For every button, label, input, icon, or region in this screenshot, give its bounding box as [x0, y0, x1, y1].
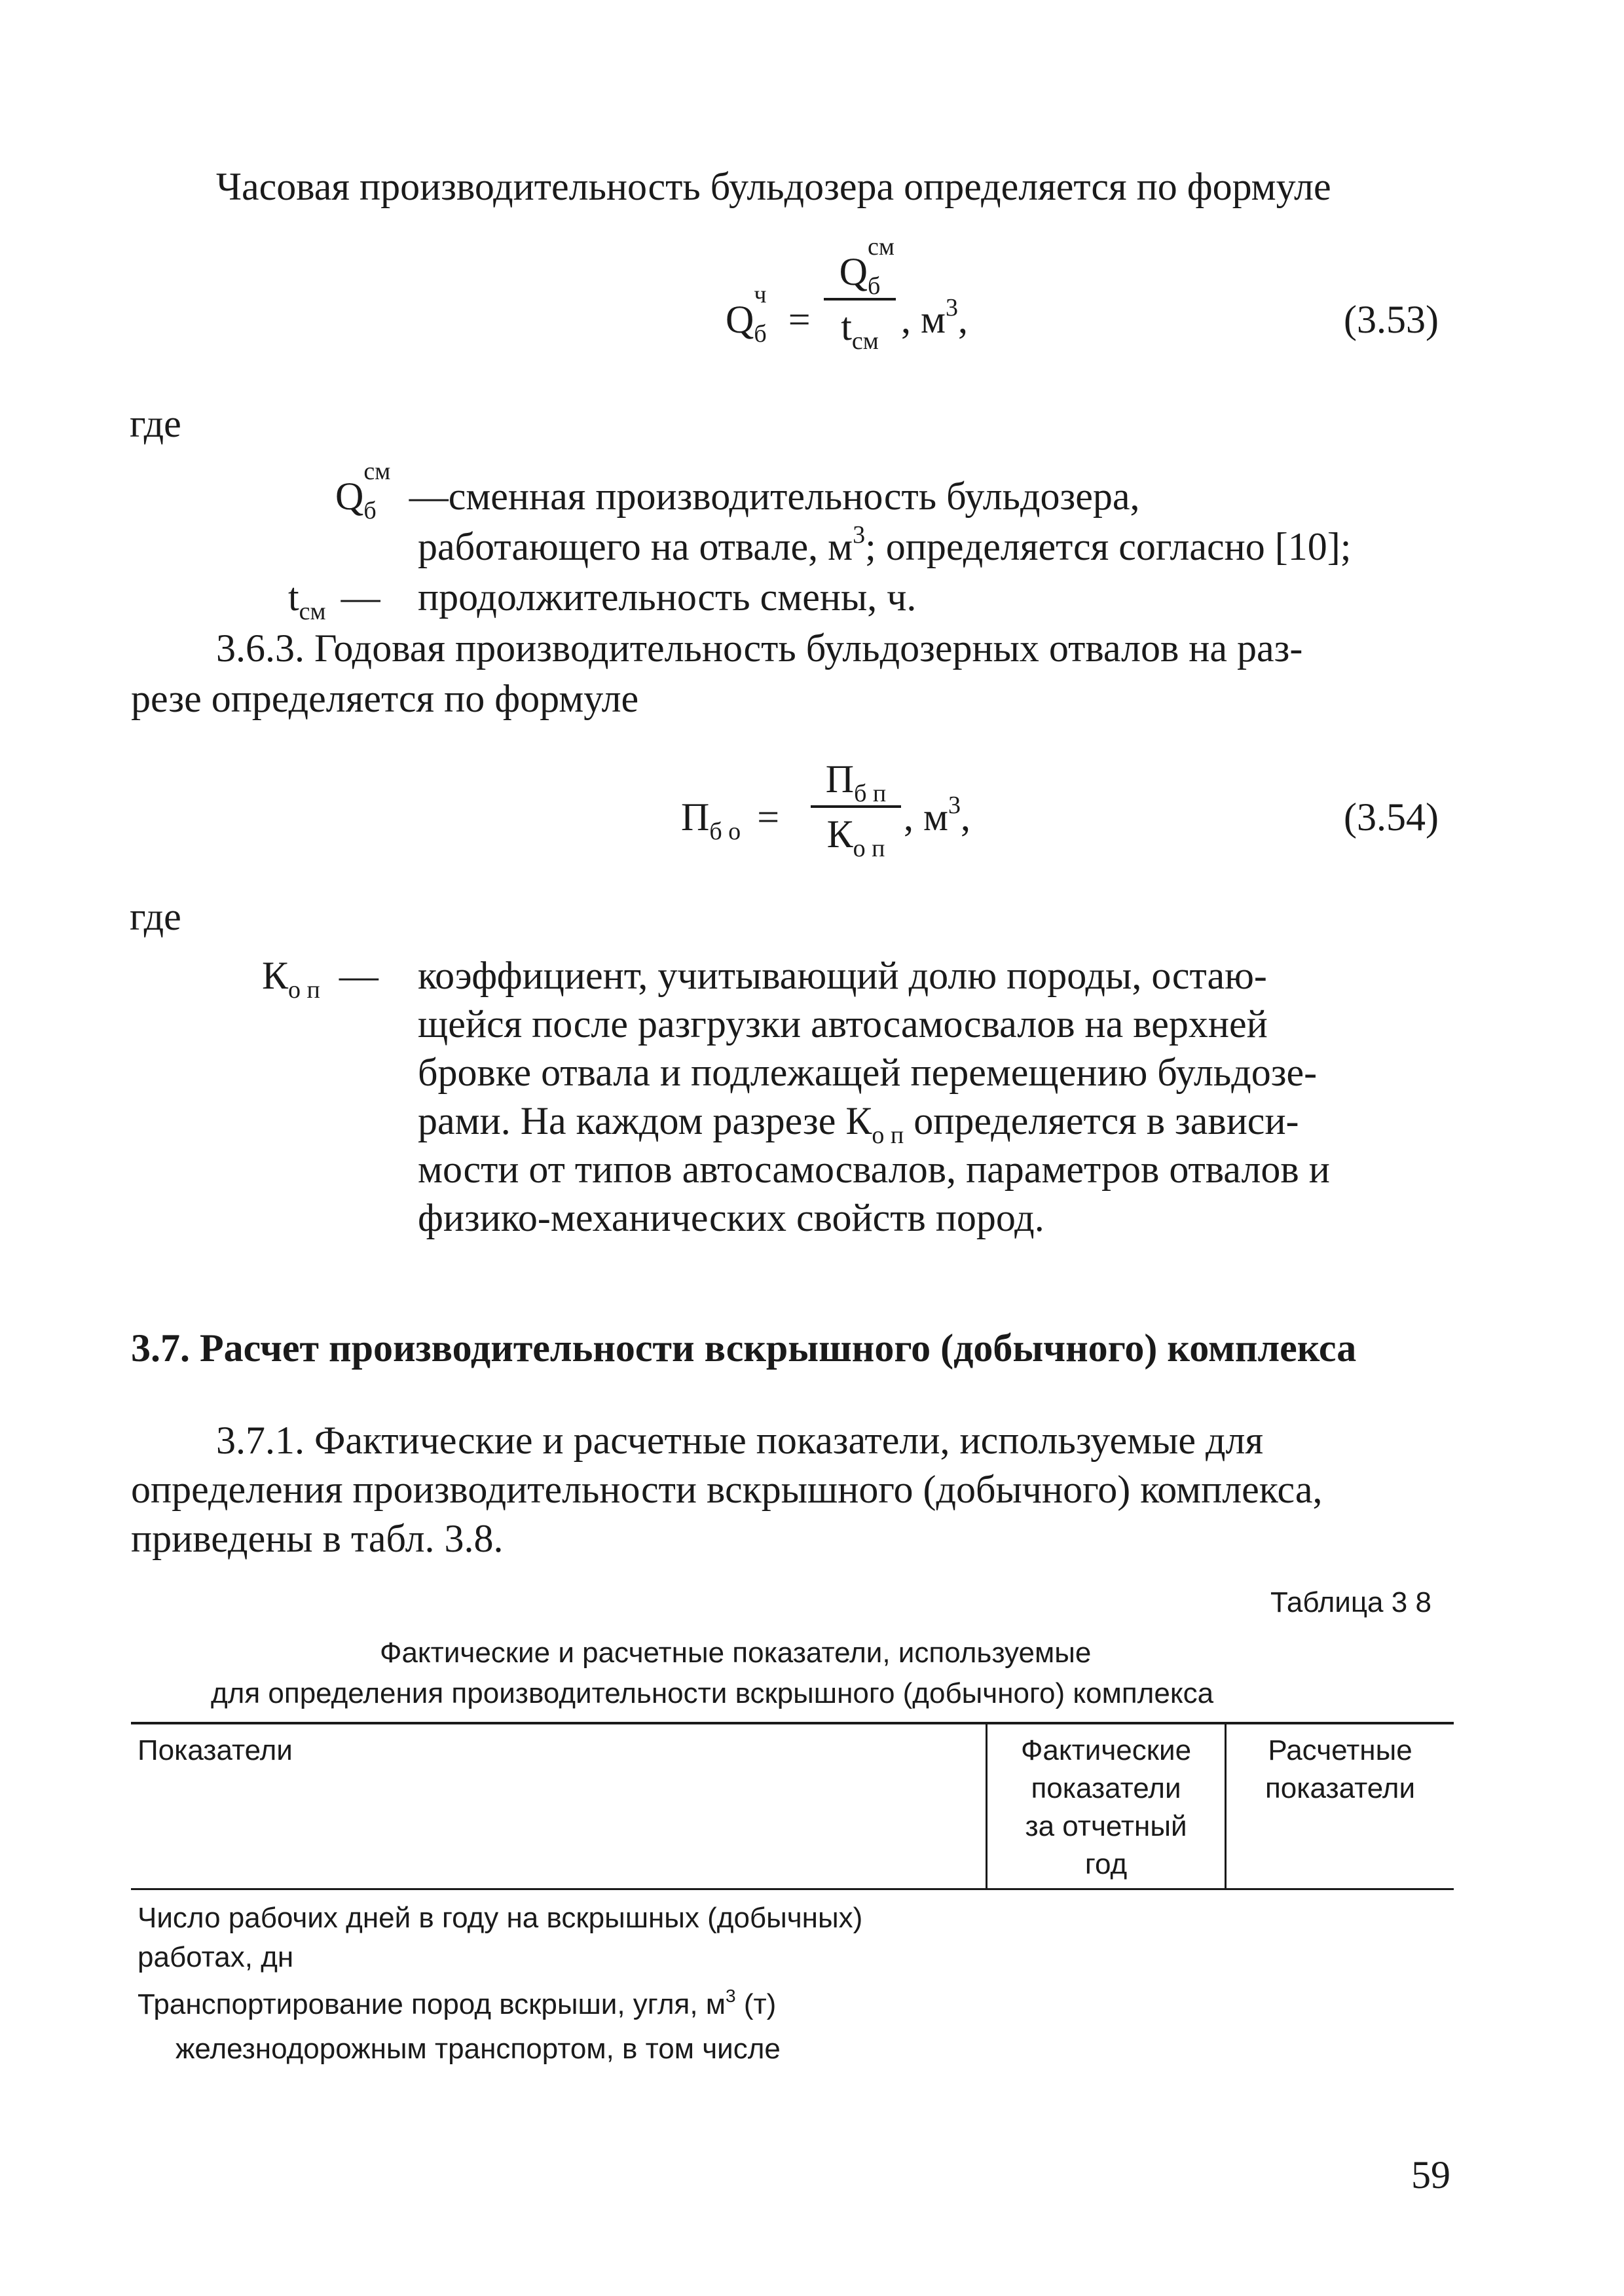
where-label: где — [130, 402, 181, 445]
definition-k-symbol: $К_{о п}$ — — [262, 954, 378, 1004]
table-header-actual-3: за отчетный — [1025, 1810, 1187, 1842]
table-row-1-line2: работах, дн — [138, 1941, 294, 1973]
formula-3-53-lhs: Q ч $_б$ = — [726, 281, 811, 348]
formula-3-53-fraction: Q см $_б$ $t_{см}$ — [824, 252, 896, 346]
table-row-3: железнодорожным транспортом, в том числе — [175, 2033, 781, 2065]
definition-k-line3: бровке отвала и подлежащей перемещению бульдозе- — [418, 1051, 1318, 1094]
definition-k-line1: коэффициент, учитывающий долю породы, остаю- — [418, 954, 1267, 997]
table-top-rule — [131, 1722, 1454, 1724]
table-caption-line1: Фактические и расчетные показатели, используемые — [380, 1637, 1092, 1669]
table-caption-line2: для определения производительности вскрышного (добычного) комплекса — [211, 1677, 1214, 1709]
table-header-actual-1: Фактические — [1020, 1734, 1192, 1766]
definition-k-line5: мости от типов автосамосвалов, параметров отвалов и — [418, 1148, 1330, 1191]
equation-number-3-53: (3.53) — [1344, 298, 1439, 341]
table-header-calc-2: показатели — [1264, 1772, 1416, 1804]
table-header-actual-4: год — [1084, 1848, 1128, 1880]
definition-q-shift-line2: работающего на отвале, $м^3$; определяется согласно [10]; — [418, 521, 1352, 568]
page-number: 59 — [1411, 2153, 1450, 2196]
equation-number-3-54: (3.54) — [1344, 795, 1439, 839]
paragraph-3-6-3-line1: 3.6.3. Годовая производительность бульдозерных отвалов на раз- — [216, 627, 1303, 670]
formula-3-53-tail: , $м^3$, — [901, 294, 968, 341]
formula-3-54-tail: , $м^3$, — [904, 792, 970, 839]
definition-k-line2: щейся после разгрузки автосамосвалов на верхней — [418, 1002, 1268, 1046]
table-header-indicators: Показатели — [138, 1734, 293, 1766]
paragraph-3-6-3-line2: резе определяется по формуле — [131, 677, 639, 720]
paragraph-3-7-1-line2: определения производительности вскрышного (добычного) комплекса, — [131, 1468, 1323, 1511]
definition-t-shift-text: продолжительность смены, ч. — [418, 575, 917, 619]
formula-3-54-fraction: $П_{б п}$ $К_{о п}$ — [811, 759, 901, 854]
table-header-actual-2: показатели — [1031, 1772, 1181, 1804]
section-heading-3-7: 3.7. Расчет производительности вскрышного (добычного) комплекса — [131, 1326, 1357, 1370]
table-header-calc-1: Расчетные — [1268, 1734, 1412, 1766]
definition-k-line4: рами. На каждом разрезе $К_{о п}$ определяется в зависи- — [418, 1099, 1299, 1149]
definition-q-shift: Q см $_б$ —сменная производительность бульдозера, — [335, 458, 1140, 524]
table-row-1-line1: Число рабочих дней в году на вскрышных (добычных) — [138, 1902, 863, 1934]
definition-k-line6: физико-механических свойств пород. — [418, 1196, 1044, 1239]
paragraph-3-7-1-line3: приведены в табл. 3.8. — [131, 1517, 504, 1560]
table-header-rule — [131, 1888, 1454, 1890]
definition-t-shift: $t_{см}$ — — [288, 575, 380, 625]
paragraph-3-7-1-line1: 3.7.1. Фактические и расчетные показатели, используемые для — [216, 1419, 1264, 1462]
formula-3-54-lhs: $П_{б о}$ = — [681, 795, 780, 845]
intro-text: Часовая производительность бульдозера определяется по формуле — [216, 165, 1331, 208]
table-row-2: Транспортирование пород вскрыши, угля, $м^3$ (т) — [138, 1986, 777, 2020]
table-label: Таблица 3 8 — [1270, 1586, 1431, 1618]
where-label-2: где — [130, 895, 181, 938]
